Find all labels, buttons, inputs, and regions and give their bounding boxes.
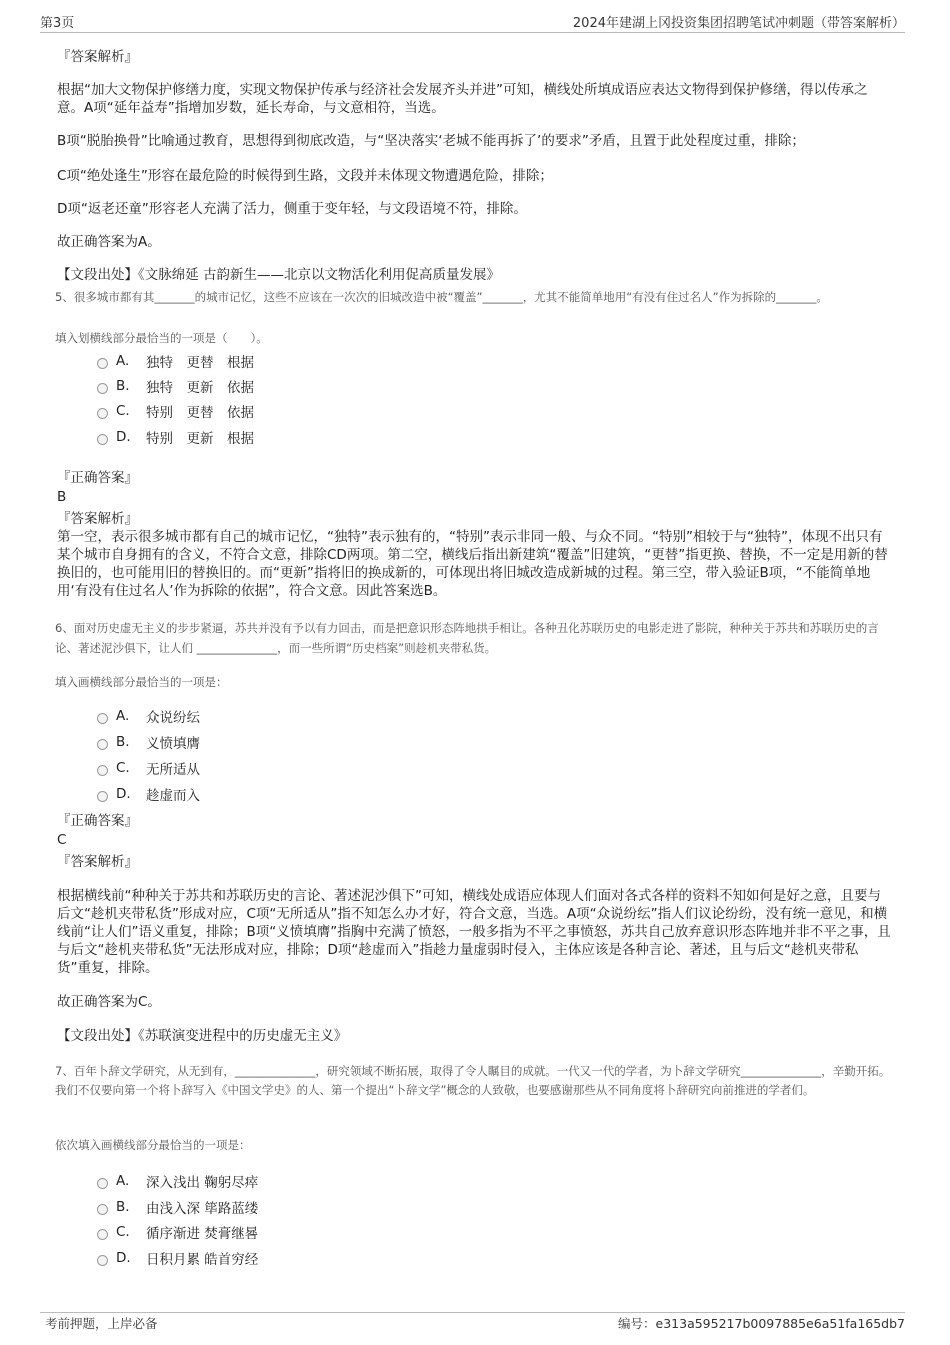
answer-label: 『正确答案』 — [57, 470, 138, 486]
option-text: 深入浅出 鞠躬尽瘁 — [146, 1175, 259, 1191]
option-text: 趁虚而入 — [146, 788, 200, 804]
question-stem: 5、很多城市都有其_______的城市记忆，这些不应该在一次次的旧城改造中被“覆盖”_______，尤其不能简单地用“有没有住过名人”作为拆除的_______。 — [55, 290, 828, 304]
option-b[interactable] — [97, 376, 254, 396]
page-number: 第3页 — [40, 16, 75, 31]
option-d[interactable] — [97, 427, 254, 447]
radio-icon[interactable] — [97, 739, 108, 750]
option-c[interactable] — [97, 758, 200, 778]
conclusion: 故正确答案为C。 — [57, 994, 161, 1010]
conclusion: 故正确答案为A。 — [57, 234, 161, 250]
question-prompt: 填入划横线部分最恰当的一项是（ ）。 — [55, 331, 268, 345]
radio-icon[interactable] — [97, 791, 108, 802]
option-text: 日积月累 皓首穷经 — [146, 1252, 259, 1268]
question-prompt: 填入画横线部分最恰当的一项是： — [55, 675, 228, 689]
analysis-paragraph: 根据“加大文物保护修缮力度，实现文物保护传承与经济社会发展齐头并进”可知，横线处所填成语应表达文物得到保护修缮，得以传承之意。A项“延年益寿”指增加岁数，延长寿命，与文意相符，当选。 — [57, 82, 868, 116]
option-key: B. — [116, 378, 130, 394]
analysis-paragraph: D项“返老还童”形容老人充满了活力，侧重于变年轻，与文段语境不符，排除。 — [57, 201, 527, 217]
question-stem: 7、百年卜辞文学研究，从无到有，______________，研究领域不断拓展，取得了令人瞩目的成就。一代又一代的学者，为卜辞文学研究______________，辛勤开拓。我们不仅要向第一个将卜辞写入《中国文学史》的人、第一个提出“卜辞文学”概念的人致敬，也要感谢那些从不同角度将卜辞研究向前推进的学者们。 — [55, 1064, 891, 1097]
option-c[interactable] — [97, 401, 254, 421]
radio-icon[interactable] — [97, 713, 108, 724]
source: 【文段出处】《文脉绵延 古韵新生——北京以文物活化利用促高质量发展》 — [57, 267, 501, 283]
option-text: 独特 更新 依据 — [146, 380, 254, 396]
option-text: 无所适从 — [146, 762, 200, 778]
option-text: 众说纷纭 — [146, 710, 200, 726]
option-key: D. — [116, 429, 131, 445]
document-id: 编号：e313a595217b0097885e6a51fa165db7 — [618, 1316, 905, 1331]
option-c[interactable] — [97, 1222, 258, 1242]
option-text: 独特 更替 根据 — [146, 355, 254, 371]
option-text: 由浅入深 筚路蓝缕 — [146, 1201, 259, 1217]
answer-label: 『正确答案』 — [57, 813, 138, 829]
option-key: B. — [116, 734, 130, 750]
radio-icon[interactable] — [97, 408, 108, 419]
option-a[interactable] — [97, 1171, 258, 1191]
option-a[interactable] — [97, 706, 200, 726]
radio-icon[interactable] — [97, 1204, 108, 1215]
option-key: C. — [116, 760, 130, 776]
option-a[interactable] — [97, 351, 254, 371]
answer: B — [57, 489, 67, 505]
document-title: 2024年建湖上冈投资集团招聘笔试冲刺题（带答案解析） — [572, 16, 905, 31]
question-stem: 6、面对历史虚无主义的步步紧逼，苏共并没有予以有力回击，而是把意识形态阵地拱手相让。各种丑化苏联历史的电影走进了影院，种种关于苏共和苏联历史的言论、著述泥沙俱下，让人们 ______________，而一些所谓“历史档案”则趁机夹带私货。 — [55, 621, 879, 655]
analysis-paragraph: 根据横线前“种种关于苏共和苏联历史的言论、著述泥沙俱下”可知，横线处成语应体现人们面对各式各样的资料不知如何是好之意，且要与后文“趁机夹带私货”形成对应，C项“无所适从”指不知怎么办才好，符合文意，当选。A项“众说纷纭”指人们议论纷纷，没有统一意见，和横线前“让人们”语义重复，排除；B项“义愤填膺”指胸中充满了愤怒，一般多指为不平之事愤怒，苏共自己放弃意识形态阵地并非不平之事，且与后文“趁机夹带私货”无法形成对应，排除；D项“趁虚而入”指趁力量虚弱时侵入，主体应该是各种言论、著述，且与后文“趁机夹带私货”重复，排除。 — [57, 888, 891, 976]
option-b[interactable] — [97, 732, 200, 752]
radio-icon[interactable] — [97, 434, 108, 445]
radio-icon[interactable] — [97, 1178, 108, 1189]
analysis-label: 『答案解析』 — [57, 49, 138, 65]
option-text: 特别 更替 依据 — [146, 405, 254, 421]
answer: C — [57, 832, 67, 848]
option-key: B. — [116, 1199, 130, 1215]
option-text: 义愤填膺 — [146, 736, 200, 752]
analysis-paragraph: 第一空，表示很多城市都有自己的城市记忆，“独特”表示独有的，“特别”表示非同一般、与众不同。“特别”相较于与“独特”，体现不出只有某个城市自身拥有的含义，不符合文意，排除CD两项。第二空，横线后指出新建筑“覆盖”旧建筑，“更替”指更换、替换，不一定是用新的替换旧的，也可能用旧的替换旧的。而“更新”指将旧的换成新的，可体现出将旧城改造成新城的过程。第三空，带入验证B项，“不能简单地用‘有没有住过名人’作为拆除的依据”，符合文意。因此答案选B。 — [57, 529, 888, 599]
analysis-label: 『答案解析』 — [57, 511, 138, 527]
option-key: D. — [116, 786, 131, 802]
option-key: A. — [116, 708, 130, 724]
option-d[interactable] — [97, 1248, 258, 1268]
footer-slogan: 考前押题，上岸必备 — [45, 1316, 158, 1331]
option-b[interactable] — [97, 1197, 258, 1217]
source: 【文段出处】《苏联演变进程中的历史虚无主义》 — [57, 1028, 348, 1044]
radio-icon[interactable] — [97, 765, 108, 776]
question-prompt: 依次填入画横线部分最恰当的一项是： — [55, 1138, 251, 1152]
radio-icon[interactable] — [97, 358, 108, 369]
option-key: D. — [116, 1250, 131, 1266]
analysis-paragraph: B项“脱胎换骨”比喻通过教育，思想得到彻底改造，与“坚决落实‘老城不能再拆了’的要求”矛盾，且置于此处程度过重，排除； — [57, 133, 805, 149]
option-key: C. — [116, 1224, 130, 1240]
option-d[interactable] — [97, 784, 200, 804]
radio-icon[interactable] — [97, 383, 108, 394]
analysis-label: 『答案解析』 — [57, 854, 138, 870]
radio-icon[interactable] — [97, 1229, 108, 1240]
option-text: 特别 更新 根据 — [146, 431, 254, 447]
option-text: 循序渐进 焚膏继晷 — [146, 1226, 259, 1242]
option-key: A. — [116, 1173, 130, 1189]
header-divider — [40, 32, 905, 33]
analysis-paragraph: C项“绝处逢生”形容在最危险的时候得到生路，文段并未体现文物遭遇危险，排除； — [57, 168, 553, 184]
option-key: C. — [116, 403, 130, 419]
radio-icon[interactable] — [97, 1255, 108, 1266]
footer-divider — [40, 1312, 905, 1313]
option-key: A. — [116, 353, 130, 369]
